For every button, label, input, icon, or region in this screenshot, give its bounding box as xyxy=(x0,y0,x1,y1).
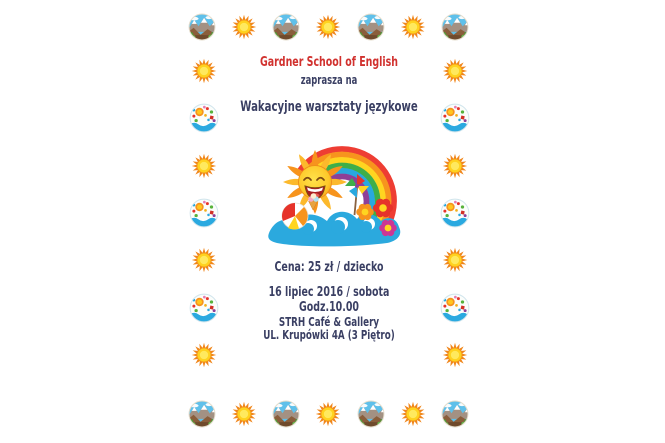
beach-ball-icon xyxy=(282,203,308,229)
sun-icon xyxy=(315,14,341,40)
border-top-row xyxy=(188,13,469,41)
sun-icon xyxy=(400,401,426,427)
border-bottom-row xyxy=(188,400,469,428)
collage-icon xyxy=(189,198,219,228)
sun-icon xyxy=(442,153,468,179)
sun-icon xyxy=(191,342,217,368)
mountain-icon xyxy=(272,13,300,41)
school-name: Gardner School of English xyxy=(260,54,398,70)
flyer xyxy=(164,0,494,443)
collage-icon xyxy=(440,198,470,228)
sun-icon xyxy=(442,342,468,368)
sun-icon xyxy=(400,14,426,40)
collage-icon xyxy=(440,103,470,133)
sun-icon xyxy=(231,401,257,427)
date-line: 16 lipiec 2016 / sobota xyxy=(268,284,390,300)
sun-icon xyxy=(315,401,341,427)
mountain-icon xyxy=(441,400,469,428)
mountain-icon xyxy=(188,13,216,41)
invite-line: zaprasza na xyxy=(300,73,358,87)
time-line: Godz.10.00 xyxy=(298,299,360,315)
mountain-icon xyxy=(188,400,216,428)
sun-icon xyxy=(442,247,468,273)
sun-icon xyxy=(191,153,217,179)
price-line: Cena: 25 zł / dziecko xyxy=(274,259,384,275)
address-line: UL. Krupówki 4A (3 Piętro) xyxy=(263,327,395,342)
mountain-icon xyxy=(441,13,469,41)
event-title: Wakacyjne warsztaty językowe xyxy=(240,99,418,115)
summer-illustration xyxy=(257,131,412,249)
border-right-column xyxy=(440,58,470,368)
mountain-icon xyxy=(357,13,385,41)
venue-line: STRH Café & Gallery xyxy=(278,314,380,329)
mountain-icon xyxy=(272,400,300,428)
sun-icon xyxy=(231,14,257,40)
sun-icon xyxy=(442,58,468,84)
mountain-icon xyxy=(357,400,385,428)
collage-icon xyxy=(440,293,470,323)
